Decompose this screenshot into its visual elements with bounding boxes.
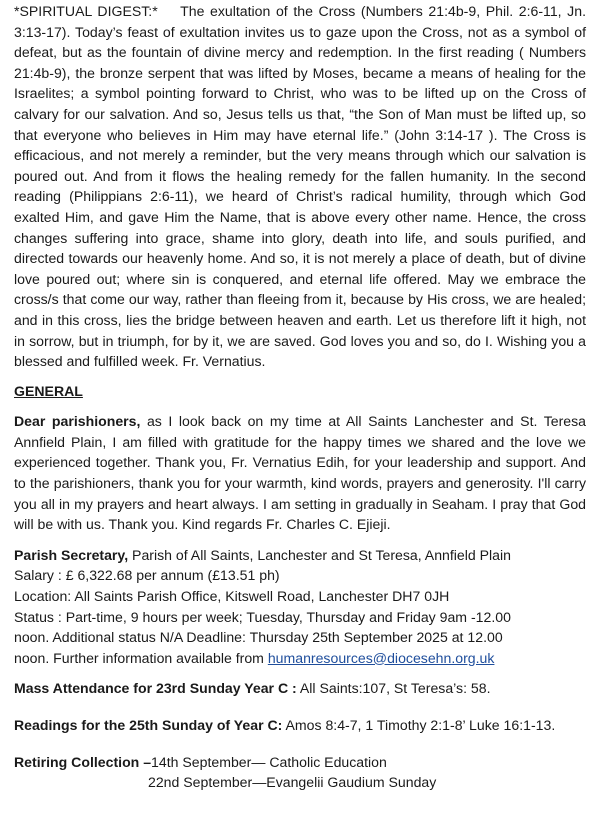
collection-date-1: 14th September— Catholic Education [151, 753, 387, 770]
collection-line-2: 22nd September—Evangelii Gaudium Sunday [148, 774, 437, 791]
mass-attendance [14, 678, 586, 699]
secretary-location: Location: All Saints Parish Office, Kitswell Road, Lanchester DH7 0JH [14, 588, 450, 605]
secretary-status-1: Status : Part-time, 9 hours per week; Tuesday, Thursday and Friday 9am -12.00 [14, 608, 511, 625]
secretary-status-3 [14, 648, 586, 669]
collection-label: Retiring Collection – [14, 753, 152, 770]
newsletter-page [14, 1, 586, 793]
secretary-info-text: noon. Further information available from [14, 649, 268, 666]
secretary-parish: Parish of All Saints, Lanchester and St Teresa, Annfield Plain [128, 546, 511, 563]
farewell-text: as I look back on my time at All Saints Lanchester and St. Teresa Annfield Plain, I am filled with gratitude for the happy times we shared and the love we experienced together. Thank you, Fr. Vernatius Edih, for your leadership and support. And to the parishioners, thank you for your warmth, kind words, prayers and generosity. I'll carry you all in my prayers and heart always. I am setting in gradually in Seaham. I pray that God will be with us. Thank you. Kind regards Fr. Charles C. Ejieji. [14, 413, 587, 533]
mass-attendance-label: Mass Attendance for 23rd Sunday Year C : [14, 680, 297, 697]
secretary-notice [14, 545, 586, 669]
farewell-message [14, 411, 586, 535]
retiring-collection [14, 752, 586, 793]
sunday-readings [14, 715, 586, 736]
spiritual-digest-label: *SPIRITUAL DIGEST:* [14, 3, 158, 19]
sunday-readings-text: Amos 8:4-7, 1 Timothy 2:1-8’ Luke 16:1-13. [282, 717, 556, 733]
spiritual-digest [14, 1, 586, 372]
collection-line-1 [14, 752, 586, 773]
farewell-greeting: Dear parishioners, [14, 413, 141, 430]
secretary-title: Parish Secretary, [14, 546, 129, 563]
spiritual-digest-text: The exultation of the Cross (Numbers 21:4b-9, Phil. 2:6-11, Jn. 3:13-17). Today’s feast of exultation invites us to gaze upon the Cross, not as a symbol of defeat, but as the fountain of divine mercy and redemption. In the first reading ( Numbers 21:4b-9), the bronze serpent that was lifted by Moses, became a means of healing for the Israelites; a symbol pointing forward to Christ, who was to be lifted up on the Cross of calvary for our salvation. And so, Jesus tells us that, “the Son of Man must be lifted up, so that everyone who believes in Him may have eternal life.” (John 3:14-17 ). The Cross is efficacious, and not merely a reminder, but the very means through which our salvation is poured out. And from it flows the healing remedy for the fallen humanity. In the second reading (Philippians 2:6-11), we heard of Christ’s radical humility, through which God exalted Him, and gave Him the Name, that is above every other name. Hence, the cross changes suffering into grace, shame into glory, death into life, and souls purified, and directed towards our heavenly home. And so, it is not merely a place of death, but of divine love poured out; where sin is conquered, and eternal life offered. May we embrace the cross/s that come our way, rather than fleeing from it, because by His cross, we are healed; and in this cross, lies the bridge between heaven and earth. Let us therefore lift it high, not in sorrow, but in triumph, for by it, we are saved. God loves you and so, do I. Wishing you a blessed and fulfilled week. Fr. Vernatius. [14, 3, 586, 370]
secretary-status-2: noon. Additional status N/A Deadline: Thursday 25th September 2025 at 12.00 [14, 629, 503, 646]
secretary-salary: Salary : £ 6,322.68 per annum (£13.51 ph) [14, 567, 280, 584]
secretary-title-line [14, 545, 586, 566]
hr-email-link[interactable]: humanresources@diocesehn.org.uk [267, 649, 495, 666]
sunday-readings-label: Readings for the 25th Sunday of Year C: [14, 717, 283, 733]
mass-attendance-text: All Saints:107, St Teresa’s: 58. [296, 680, 491, 697]
general-heading: GENERAL [14, 382, 83, 399]
